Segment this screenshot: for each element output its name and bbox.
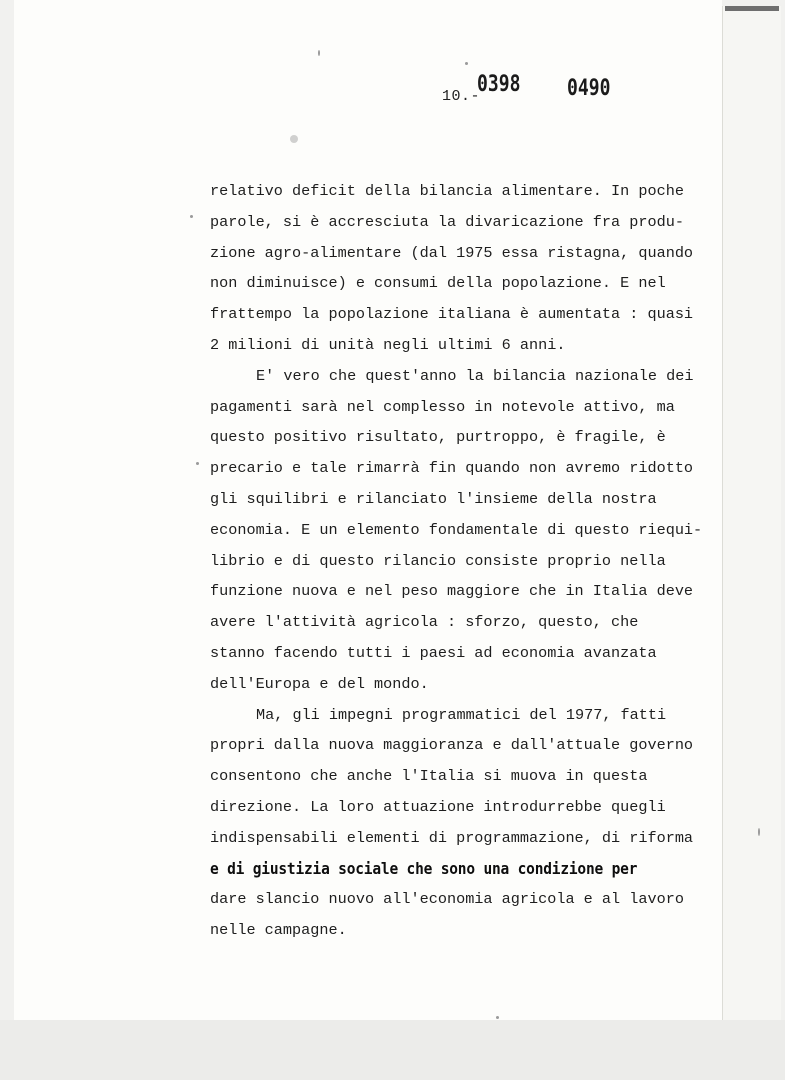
underlying-page-edge <box>722 6 781 1026</box>
text-line: E' vero che quest'anno la bilancia nazionale dei <box>256 366 694 385</box>
text-line: pagamenti sarà nel complesso in notevole attivo, ma <box>210 397 675 416</box>
scan-speck <box>290 135 298 143</box>
text-line: precario e tale rimarrà fin quando non avremo ridotto <box>210 459 694 478</box>
text-line: consentono che anche l'Italia si muova in questa <box>210 767 648 786</box>
text-line: non diminuisce) e consumi della popolazione. E nel <box>210 274 666 293</box>
scan-speck <box>190 215 193 218</box>
text-line-heavy-type: e di giustizia sociale che sono una condizione per <box>210 859 638 878</box>
text-line: funzione nuova e nel peso maggiore che in Italia deve <box>210 582 694 601</box>
page-number: 10.- <box>442 88 481 105</box>
text-line: questo positivo risultato, purtroppo, è fragile, è <box>210 428 666 447</box>
text-line: indispensabili elementi di programmazione, di riforma <box>210 828 694 847</box>
text-line: economia. E un elemento fondamentale di questo riequi- <box>210 520 703 539</box>
text-line: Ma, gli impegni programmatici del 1977, fatti <box>256 705 667 724</box>
text-line: direzione. La loro attuazione introdurrebbe quegli <box>210 797 666 816</box>
text-line: stanno facendo tutti i paesi ad economia avanzata <box>210 643 657 662</box>
text-line: 2 milioni di unità negli ultimi 6 anni. <box>210 335 566 354</box>
scan-speck <box>496 1016 499 1019</box>
text-line: dare slancio nuovo all'economia agricola e al lavoro <box>210 890 684 909</box>
scan-background <box>0 1020 785 1080</box>
text-line: frattempo la popolazione italiana è aumentata : quasi <box>210 305 694 324</box>
text-line: propri dalla nuova maggioranza e dall'attuale governo <box>210 736 694 755</box>
text-line: dell'Europa e del mondo. <box>210 674 429 693</box>
text-line: parole, si è accresciuta la divaricazione fra produ- <box>210 212 684 231</box>
document-body <box>210 176 710 946</box>
archive-stamp-number-2: 0490 <box>567 76 611 101</box>
scan-speck <box>196 462 199 465</box>
text-line: zione agro-alimentare (dal 1975 essa ristagna, quando <box>210 243 694 262</box>
text-line: avere l'attività agricola : sforzo, questo, che <box>210 613 639 632</box>
text-line: relativo deficit della bilancia alimentare. In poche <box>210 182 684 200</box>
archive-stamp-number-1: 0398 <box>477 72 521 97</box>
text-line: librio e di questo rilancio consiste proprio nella <box>210 551 666 570</box>
text-line: nelle campagne. <box>210 921 347 940</box>
page-edge-strip <box>725 6 779 11</box>
text-line: gli squilibri e rilanciato l'insieme della nostra <box>210 489 657 508</box>
scan-speck <box>758 828 760 836</box>
scan-speck <box>318 50 320 56</box>
scan-speck <box>465 62 468 65</box>
